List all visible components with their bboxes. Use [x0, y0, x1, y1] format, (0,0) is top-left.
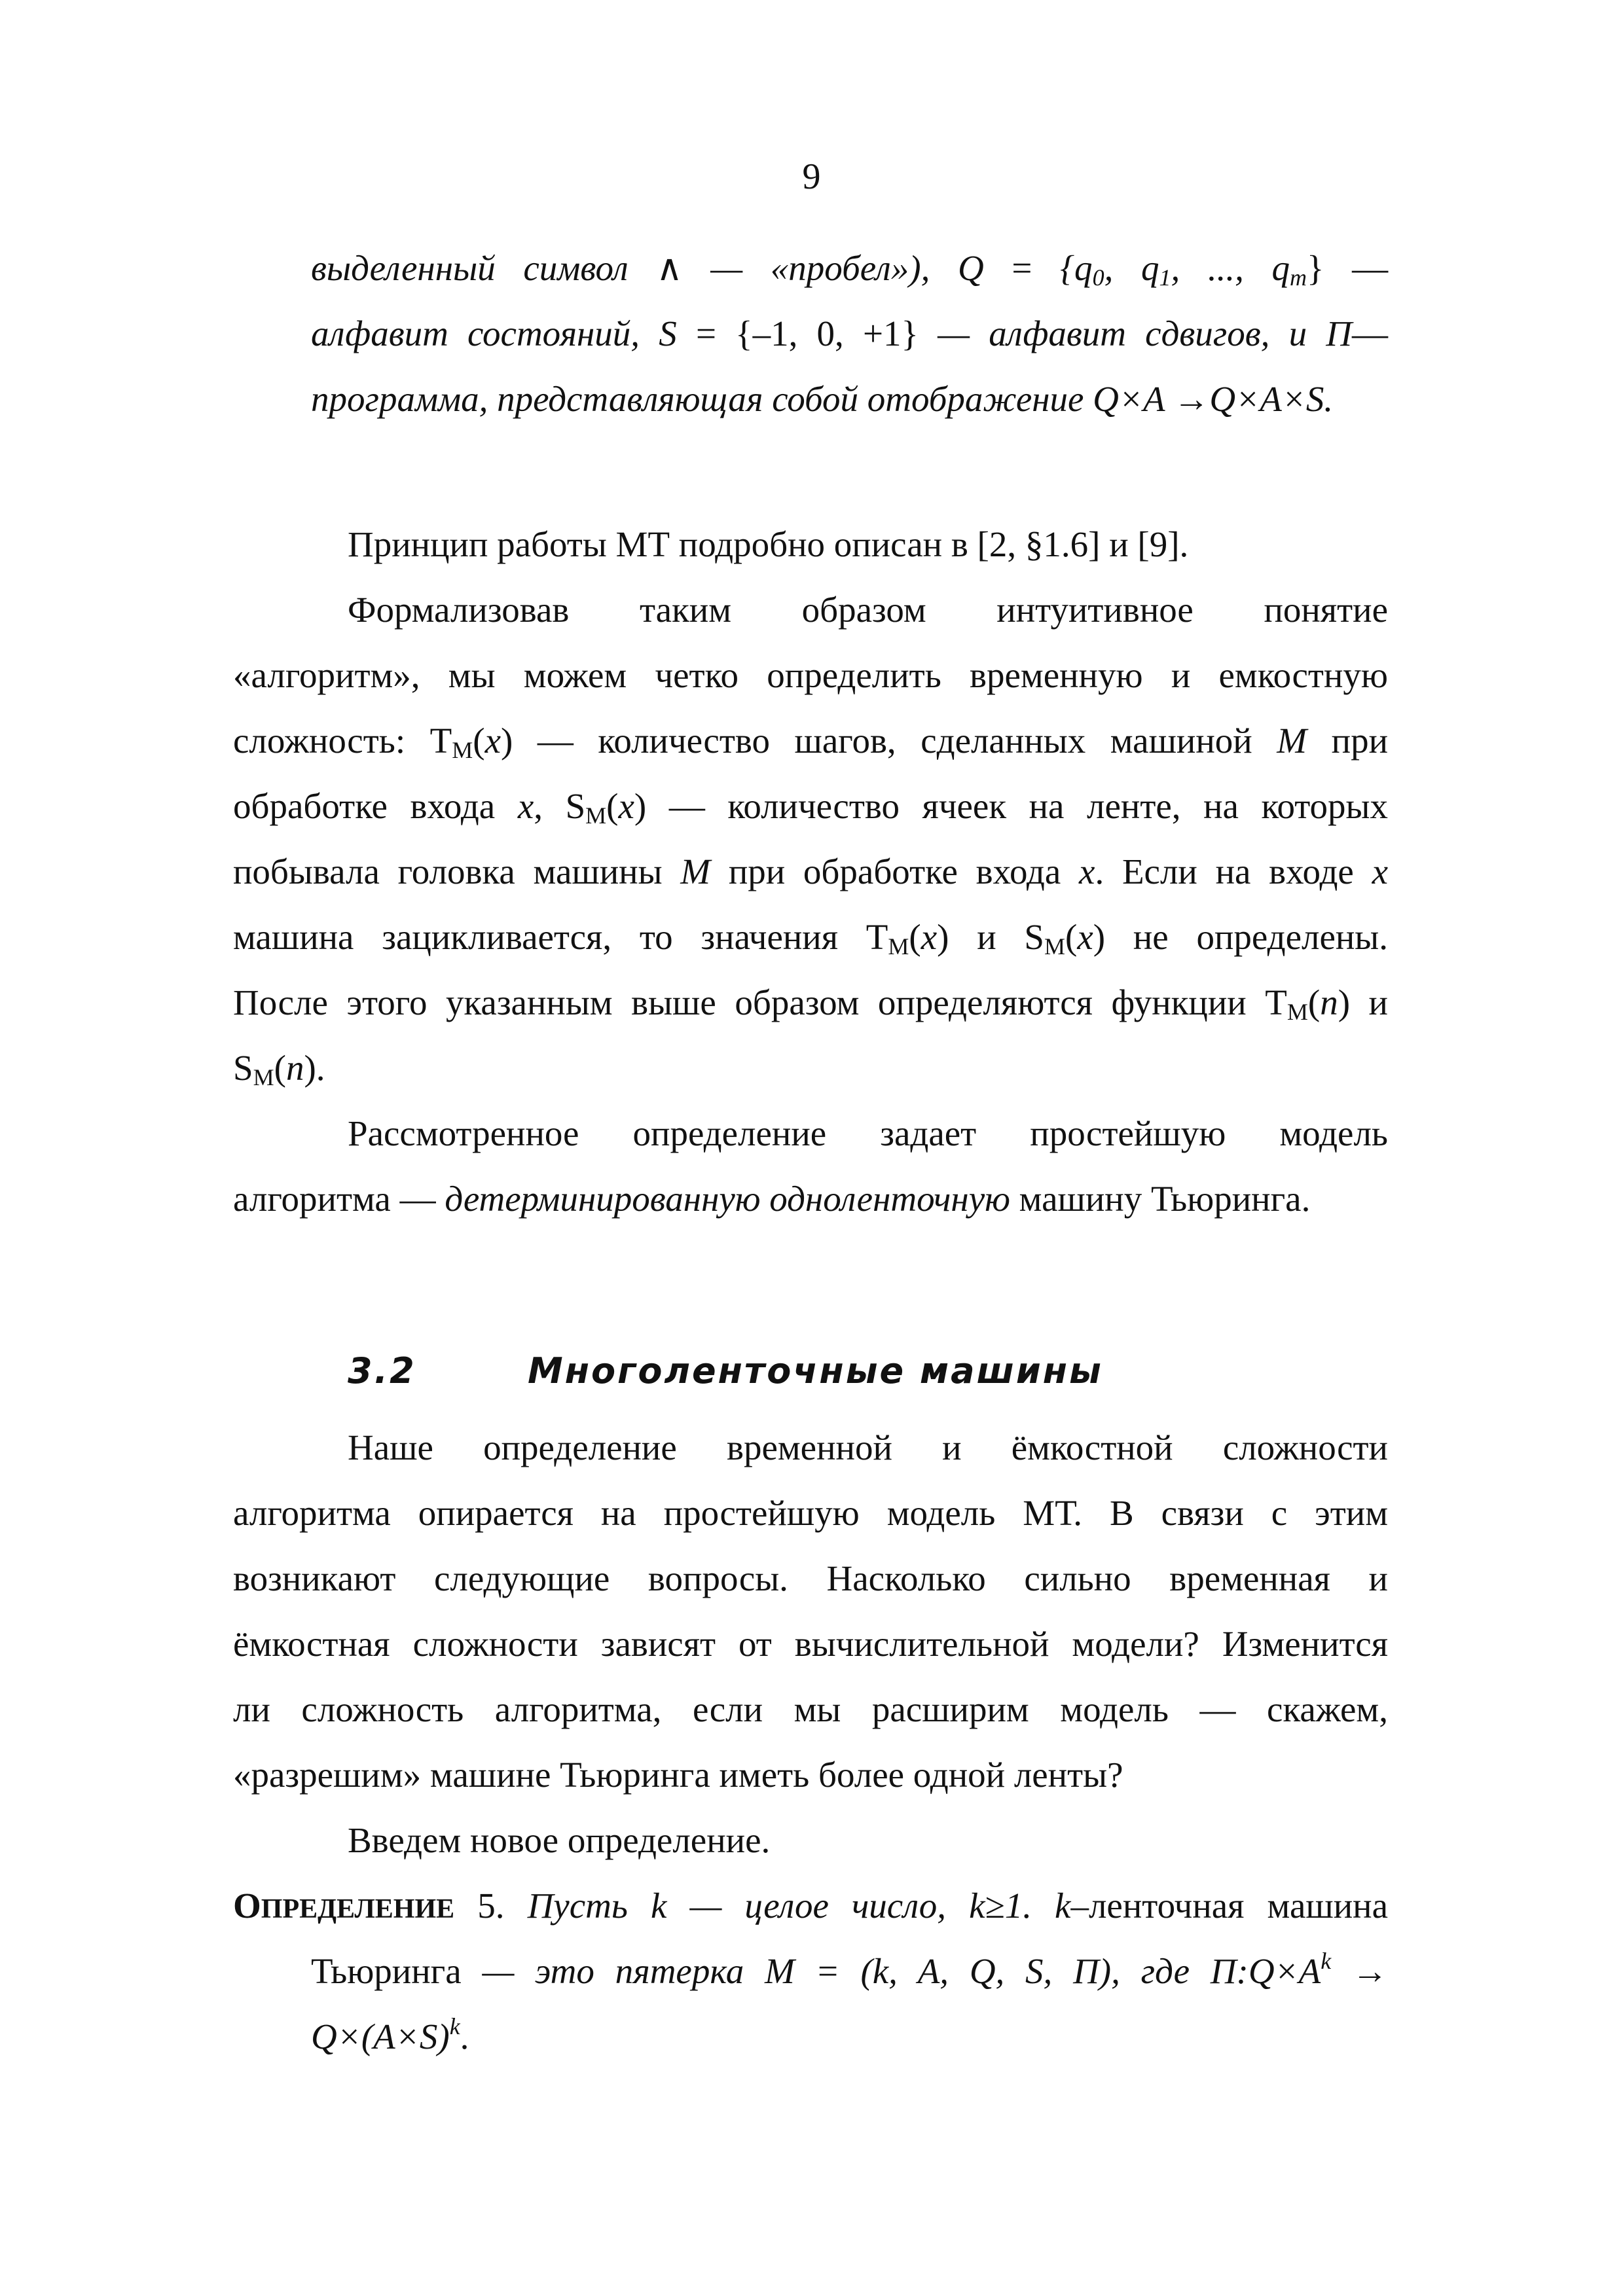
text: — это пятерка M = (k, A, Q, S, П), где П:Q×A: [482, 1951, 1321, 1991]
paragraph-2-line-2: «алгоритм», мы можем четко определить временную и емкостную: [233, 655, 1388, 695]
paragraph-3-line-1: Рассмотренное определение задает простейшую модель: [348, 1113, 1388, 1153]
text: выделенный символ: [311, 248, 629, 288]
subscript: M: [452, 737, 473, 763]
var-x: x: [1077, 917, 1093, 957]
prev-definition-line-1: [311, 236, 1388, 301]
var-n: n: [285, 1048, 304, 1088]
text: — «пробел»),: [710, 248, 930, 288]
definition-number: 5.: [477, 1886, 505, 1926]
paragraph-2-line-3: [233, 708, 1388, 774]
text: (: [1307, 982, 1321, 1022]
subscript: m: [1290, 264, 1307, 291]
label-rest: ПРЕДЕЛЕНИЕ: [261, 1894, 455, 1924]
text: Тьюринга: [311, 1951, 462, 1991]
text: при обработке входа: [728, 852, 1061, 891]
math-pi: П: [1326, 314, 1353, 353]
text: S: [233, 1048, 253, 1088]
definition-5-line-2: [311, 1939, 1388, 2004]
paragraph-4-line-1: Наше определение временной и ёмкостной сложности: [348, 1427, 1388, 1467]
text: — алфавит сдвигов, и: [938, 314, 1307, 353]
prev-definition-line-2: [311, 301, 1388, 367]
paragraph-4-line-6: «разрешим» машине Тьюринга иметь более одной ленты?: [233, 1755, 1123, 1795]
text: , ..., q: [1171, 248, 1290, 288]
text: обработке входа: [233, 786, 496, 826]
section-number: 3.2: [348, 1350, 416, 1391]
subscript: M: [1286, 999, 1308, 1025]
text: побывала головка машины: [233, 852, 663, 891]
prev-definition-line-3: программа, представляющая собой отображение Q×A →Q×A×S.: [311, 379, 1334, 419]
text: (: [909, 917, 921, 957]
var-x: x: [1079, 852, 1095, 891]
var-m: M: [680, 852, 711, 891]
var-x: x: [618, 786, 634, 826]
text: ) и: [1338, 982, 1388, 1022]
dash: —: [1352, 314, 1389, 353]
text: при: [1331, 721, 1389, 761]
text: алгоритма —: [233, 1179, 436, 1219]
arrow: →: [1352, 1951, 1389, 1991]
superscript: k: [1321, 1948, 1332, 1974]
page-number: 9: [802, 156, 821, 197]
subscript: 0: [1092, 264, 1104, 291]
paragraph-5: Введем новое определение.: [348, 1820, 771, 1860]
text: .: [460, 2017, 469, 2056]
text: сложность: T: [233, 721, 452, 761]
text: ).: [304, 1048, 325, 1088]
subscript: M: [585, 802, 607, 829]
subscript: M: [1044, 933, 1066, 960]
text: . Если на входе: [1095, 852, 1354, 891]
paragraph-2-line-5: [233, 839, 1388, 905]
text: {q: [1060, 248, 1093, 288]
section-title: Многоленточные машины: [528, 1350, 1103, 1391]
text: ) и S: [937, 917, 1045, 957]
emphasis: детерминированную одноленточную: [445, 1179, 1010, 1219]
subscript: M: [888, 933, 909, 960]
text: ) — количество ячеек на ленте, на которых: [634, 786, 1389, 826]
text: Q×(A×S): [311, 2017, 450, 2056]
definition-5-line-1: [233, 1873, 1388, 1942]
text: машину Тьюринга.: [1019, 1179, 1311, 1219]
subscript: M: [253, 1064, 274, 1090]
superscript: k: [449, 2013, 460, 2039]
paragraph-2-line-6: [233, 905, 1388, 970]
paragraph-4-line-3: возникают следующие вопросы. Насколько сильно временная и: [233, 1558, 1388, 1598]
subscript: 1: [1159, 264, 1171, 291]
paragraph-4-line-5: ли сложность алгоритма, если мы расширим модель — скажем,: [233, 1689, 1388, 1729]
text: , S: [534, 786, 586, 826]
var-x: x: [517, 786, 534, 826]
text: , q: [1104, 248, 1159, 288]
var-x: x: [484, 721, 501, 761]
math: [1060, 248, 1324, 291]
paragraph-3-line-2: [233, 1166, 1388, 1232]
var-n: n: [1320, 982, 1338, 1022]
text: (: [1065, 917, 1078, 957]
paragraph-2-line-8: [233, 1035, 1388, 1101]
paragraph-2-line-7: [233, 970, 1388, 1035]
text: После этого указанным выше образом определяются функции T: [233, 982, 1287, 1022]
text: ленточная машина: [1088, 1886, 1389, 1926]
text: ) не определены.: [1093, 917, 1388, 957]
paragraph-4-line-2: алгоритма опирается на простейшую модель МТ. В связи с этим: [233, 1493, 1388, 1533]
text: (: [473, 721, 485, 761]
dash: —: [1352, 248, 1389, 288]
paragraph-4-line-4: ёмкостная сложности зависят от вычислительной модели? Изменится: [233, 1624, 1388, 1664]
text: алфавит состояний,: [311, 314, 640, 353]
label-first-letter: О: [233, 1886, 261, 1926]
paragraph-2-line-1: Формализовав таким образом интуитивное понятие: [348, 590, 1388, 630]
definition-5-line-3: [311, 2004, 1388, 2070]
text: (: [274, 1048, 286, 1088]
var-x: x: [1372, 852, 1388, 891]
shift-set: = {–1, 0, +1}: [695, 314, 919, 353]
blank-symbol: ∧: [656, 248, 683, 288]
paragraph-2-line-4: [233, 774, 1388, 839]
var-m: M: [1277, 721, 1307, 761]
equals: =: [1012, 248, 1032, 288]
text: машина зацикливается, то значения T: [233, 917, 888, 957]
var-x: x: [921, 917, 938, 957]
text: ) — количество шагов, сделанных машиной: [501, 721, 1252, 761]
math-s: S: [659, 314, 677, 353]
definition-label: [233, 1886, 454, 1926]
text: }: [1307, 248, 1324, 288]
text: Пусть k — целое число, k≥1. k–: [527, 1886, 1089, 1926]
text: (: [606, 786, 619, 826]
paragraph-1: Принцип работы МТ подробно описан в [2, §1.6] и [9].: [348, 524, 1189, 564]
math-q: Q: [957, 248, 984, 288]
